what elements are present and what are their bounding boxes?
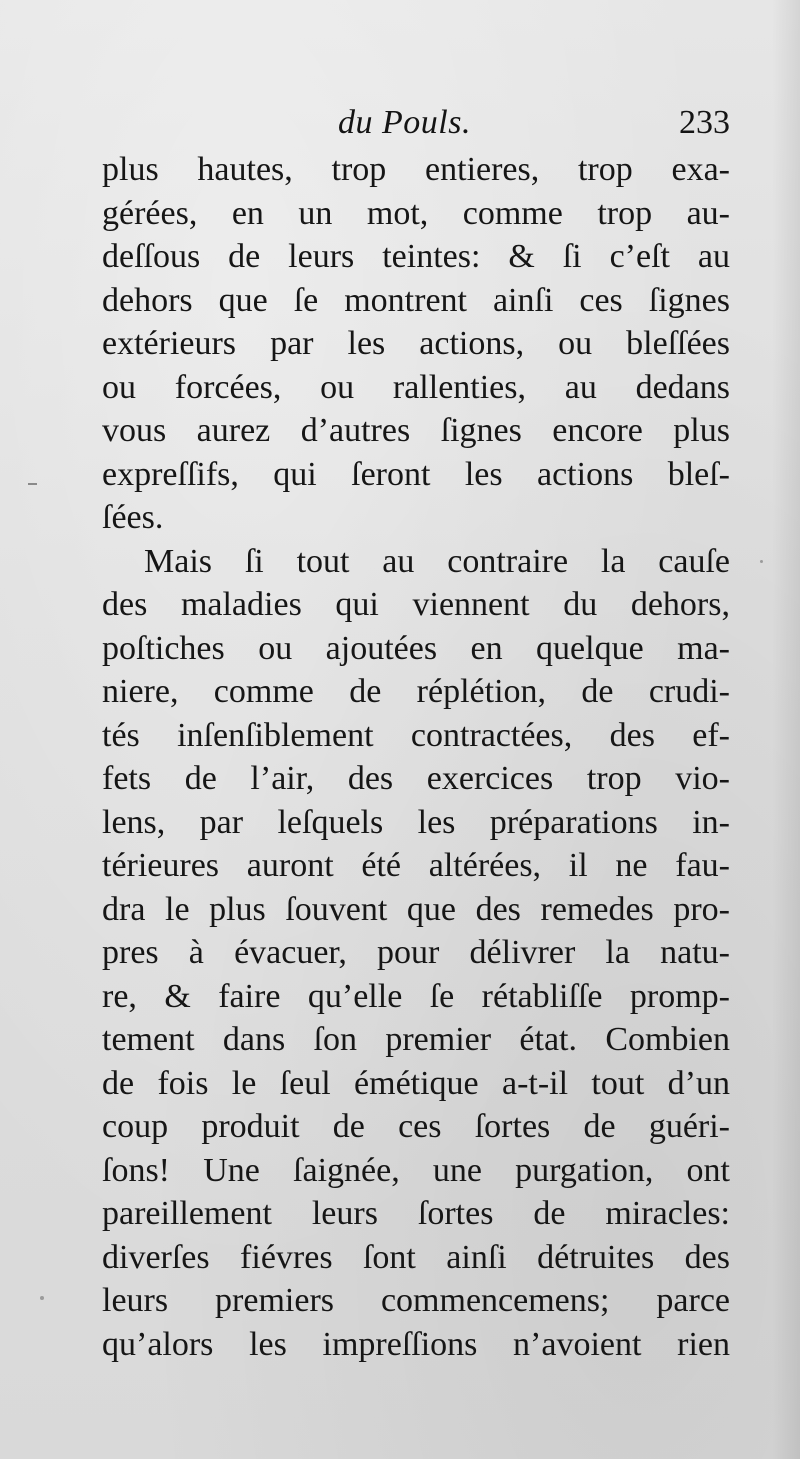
text-line: térieures auront été altérées, il ne fau- [102,847,730,884]
page-number: 233 [679,104,730,141]
page-edge-shadow [772,0,800,1459]
text-line: dehors que ſe montrent ainſi ces ſignes [102,281,730,319]
text-line: lens, par leſquels les préparations in- [102,803,730,841]
text-line: coup produit de ces ſortes de guéri- [102,1108,730,1145]
margin-mark [28,483,37,485]
text-line: leurs premiers commencemens; parce [102,1282,730,1319]
text-line: tement dans ſon premier état. Combien [102,1021,730,1058]
text-line: deſſous de leurs teintes: & ſi c’eſt au [102,238,730,275]
text-line: gérées, en un mot, comme trop au- [102,194,730,232]
text-line: de fois le ſeul émétique a-t-il tout d’un [102,1064,730,1102]
text-line: tés inſenſiblement contractées, des ef- [102,716,730,754]
text-line: re, & faire qu’elle ſe rétabliſſe promp- [102,977,730,1015]
text-line: pareillement leurs ſortes de miracles: [102,1195,730,1232]
text-line: ou forcées, ou rallenties, au dedans [102,368,730,406]
text-line: fets de l’air, des exercices trop vio- [102,760,730,797]
text-line: vous aurez d’autres ſignes encore plus [102,412,730,449]
paper-speck [760,560,763,563]
text-line: expreſſifs, qui ſeront les actions bleſ- [102,455,730,493]
body-text [102,148,730,1366]
text-line: niere, comme de réplétion, de crudi- [102,673,730,710]
page-header [102,104,728,148]
text-line: ſées. [102,499,164,536]
text-line: pres à évacuer, pour délivrer la natu- [102,934,730,971]
running-head: du Pouls. [338,104,471,141]
text-line: plus hautes, trop entieres, trop exa- [102,151,730,188]
text-line: diverſes fiévres ſont ainſi détruites des [102,1238,730,1276]
text-line: extérieurs par les actions, ou bleſſées [102,325,730,362]
text-line: dra le plus ſouvent que des remedes pro- [102,890,730,928]
text-line: ſons! Une ſaignée, une purgation, ont [102,1151,730,1189]
text-line: poſtiches ou ajoutées en quelque ma- [102,629,730,667]
text-line: qu’alors les impreſſions n’avoient rien [102,1325,730,1363]
paper-speck [40,1296,44,1300]
paragraph-start-line: Mais ſi tout au contraire la cauſe [144,542,730,580]
text-line: des maladies qui viennent du dehors, [102,586,730,623]
